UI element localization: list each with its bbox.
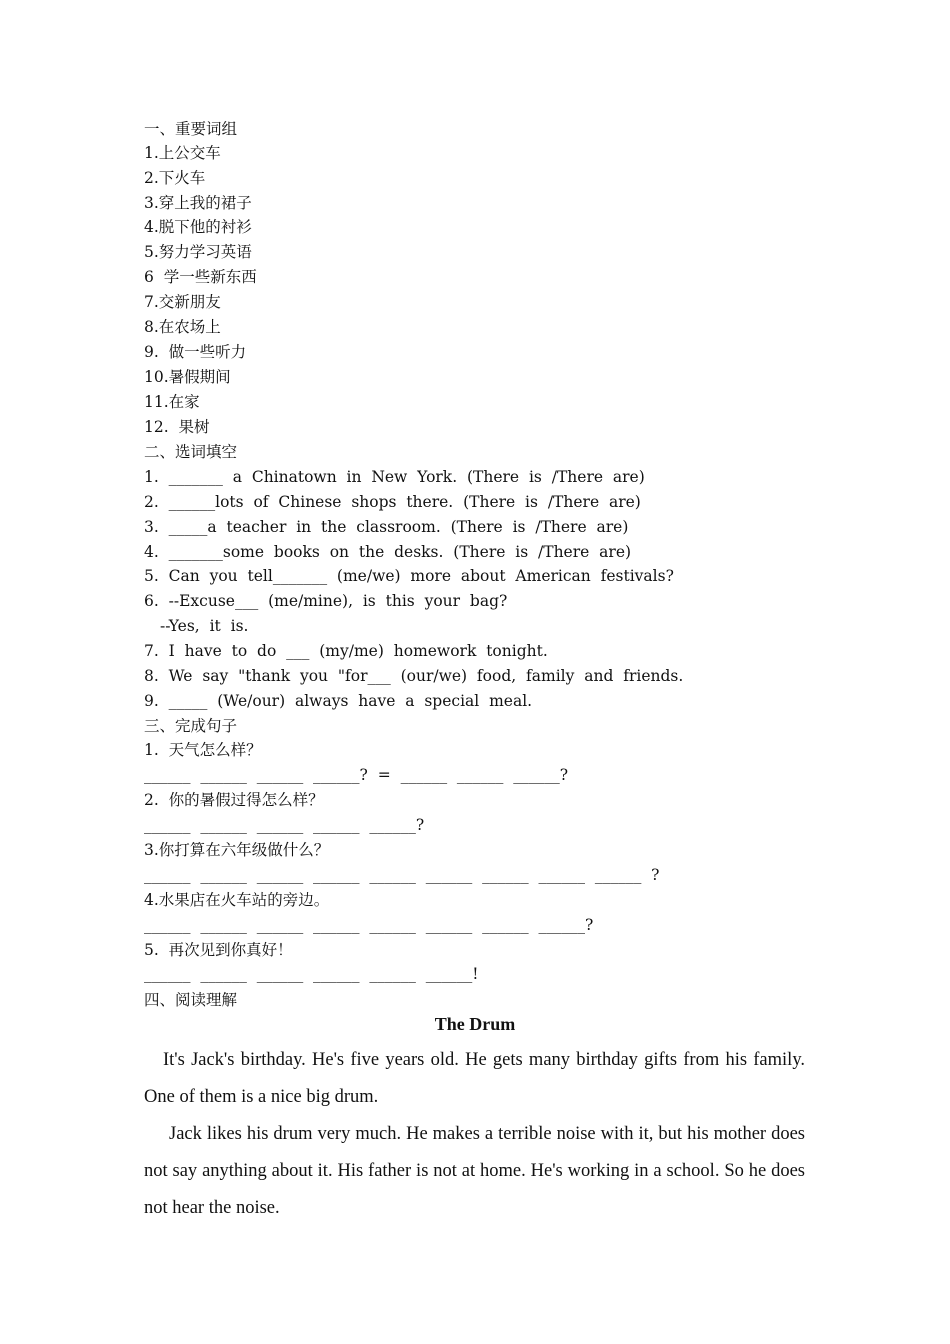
phrase-item: 3.穿上我的裙子 — [144, 194, 252, 212]
phrase-item: 4.脱下他的衬衫 — [144, 218, 252, 236]
fill-blank-item: 9. _____ (We/our) always have a special meal. — [144, 692, 533, 710]
fill-blank-item: 5. Can you tell_______ (me/we) more about American festivals? — [144, 567, 674, 585]
reading-paragraph: Jack likes his drum very much. He makes a terrible noise with it, but his mother does not say anything about it. His father is not at home. He's working in a school. So he does not hear the noise. — [144, 1124, 805, 1218]
answer-blanks: ______ ______ ______ ______ ______ ______ ______ ______? — [144, 916, 594, 934]
fill-blank-item: 6. --Excuse___ (me/mine), is this your bag? — [144, 592, 508, 610]
sentence-prompt: 3.你打算在六年级做什么？ — [144, 841, 330, 859]
answer-blanks: ______ ______ ______ ______ ______ ______! — [144, 965, 479, 983]
reading-title: The Drum — [434, 1014, 516, 1034]
fill-blank-item: 1. _______ a Chinatown in New York. (There is /There are) — [144, 468, 645, 486]
phrase-item: 8.在农场上 — [144, 318, 221, 336]
phrase-item: 7.交新朋友 — [144, 293, 221, 311]
answer-blanks: ______ ______ ______ ______ ______? — [144, 816, 425, 834]
phrase-item: 5.努力学习英语 — [144, 243, 252, 261]
fill-blank-item: 2. ______lots of Chinese shops there. (There is /There are) — [144, 493, 641, 511]
fill-blank-item: 4. _______some books on the desks. (There is /There are) — [144, 543, 632, 561]
section-3-heading: 三、完成句子 — [144, 717, 238, 735]
sentence-prompt: 4.水果店在火车站的旁边。 — [144, 891, 330, 909]
fill-blank-item: --Yes, it is. — [160, 617, 249, 635]
section-1-heading: 一、重要词组 — [144, 120, 238, 138]
phrase-item: 2.下火车 — [144, 169, 206, 187]
fill-blank-item: 8. We say "thank you "for___ (our/we) food, family and friends. — [144, 667, 684, 685]
phrase-item: 9. 做一些听力 — [144, 343, 247, 361]
sentence-prompt: 5. 再次见到你真好！ — [144, 941, 293, 959]
section-4-heading: 四、阅读理解 — [144, 991, 238, 1009]
fill-blank-item: 3. _____a teacher in the classroom. (There is /There are) — [144, 518, 629, 536]
section-2-heading: 二、选词填空 — [144, 443, 238, 461]
phrase-item: 6 学一些新东西 — [144, 268, 257, 286]
reading-paragraph: It's Jack's birthday. He's five years old. He gets many birthday gifts from his family. One of them is a nice big drum. — [144, 1050, 805, 1107]
phrase-item: 11.在家 — [144, 393, 200, 411]
sentence-prompt: 2. 你的暑假过得怎么样？ — [144, 791, 324, 809]
answer-blanks: ______ ______ ______ ______ ______ ______ ______ ______ ______ ? — [144, 866, 660, 884]
fill-blank-item: 7. I have to do ___ (my/me) homework tonight. — [144, 642, 548, 660]
answer-blanks: ______ ______ ______ ______? = ______ ______ ______? — [144, 766, 569, 784]
sentence-prompt: 1. 天气怎么样？ — [144, 741, 262, 759]
phrase-item: 10.暑假期间 — [144, 368, 231, 386]
phrase-item: 12. 果树 — [144, 418, 210, 436]
phrase-item: 1.上公交车 — [144, 144, 221, 162]
